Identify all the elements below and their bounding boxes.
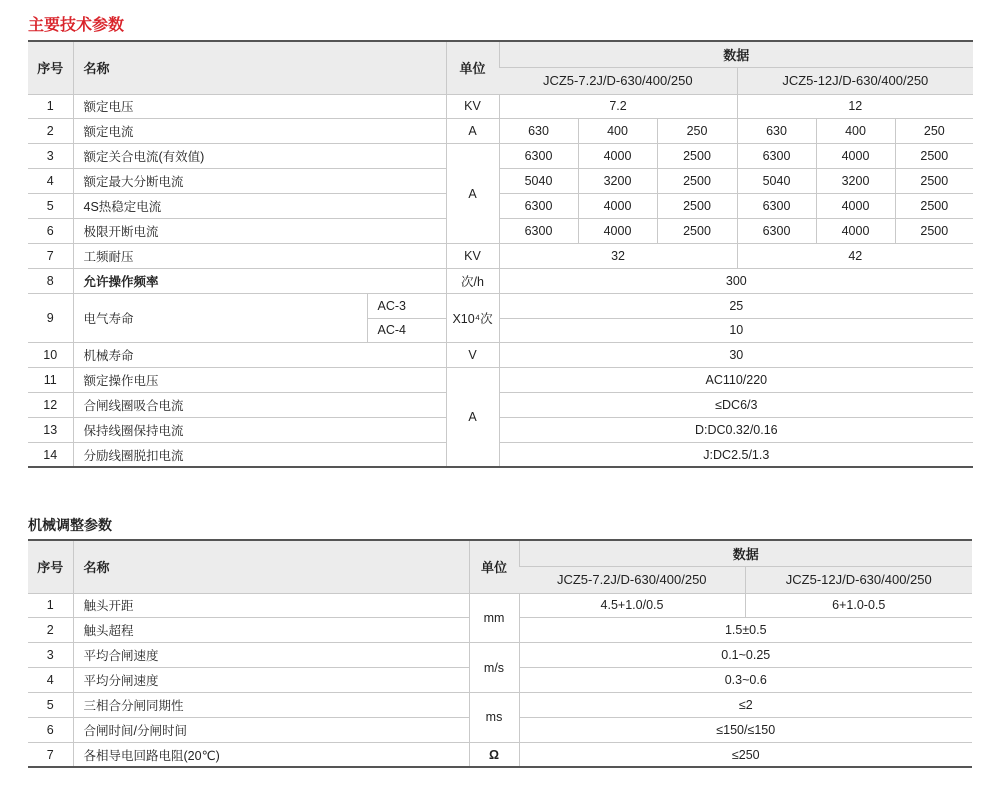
row-value: 2500 [895,194,973,219]
row-value-model-2: 6+1.0-0.5 [745,593,972,618]
row-subcategory: AC-4 [367,318,446,343]
row-value: 250 [657,119,737,144]
row-name: 保持线圈保持电流 [73,418,446,443]
row-name: 极限开断电流 [73,218,446,243]
header-unit: 单位 [469,540,519,593]
row-name: 工频耐压 [73,243,446,268]
row-name: 各相导电回路电阻(20℃) [73,742,469,767]
row-value: 30 [499,343,973,368]
row-value: ≤150/≤150 [519,717,972,742]
section-title-mechanical-parameters: 机械调整参数 [28,517,112,533]
row-name: 4S热稳定电流 [73,194,446,219]
row-value: 6300 [737,194,816,219]
row-name: 允许操作频率 [73,268,446,293]
row-value-model-1: 7.2 [499,94,737,119]
row-seq: 2 [28,119,73,144]
mechanical-parameters-table [28,539,972,768]
row-seq: 4 [28,668,73,693]
row-value-model-2: 42 [737,243,973,268]
header-model-2: JCZ5-12J/D-630/400/250 [745,567,972,594]
table-row [28,119,973,144]
row-name: 触头超程 [73,618,469,643]
table-header-row [28,540,972,567]
row-unit: X10⁴次 [446,293,499,343]
row-value: 6300 [737,218,816,243]
row-subcategory: AC-3 [367,293,446,318]
row-value: 6300 [499,144,578,169]
row-unit: m/s [469,643,519,693]
table-row [28,693,972,718]
row-seq: 6 [28,717,73,742]
row-value: 2500 [657,169,737,194]
row-value: 2500 [895,169,973,194]
row-value: 5040 [737,169,816,194]
row-value: 6300 [499,218,578,243]
row-value: 3200 [816,169,895,194]
row-name: 额定电流 [73,119,446,144]
row-seq: 11 [28,368,73,393]
row-value-model-2: 12 [737,94,973,119]
row-name: 额定操作电压 [73,368,446,393]
row-seq: 4 [28,169,73,194]
table-row [28,643,972,668]
row-name: 三相合分闸同期性 [73,693,469,718]
row-seq: 7 [28,243,73,268]
table-row [28,144,973,169]
main-parameters-table [28,40,973,468]
row-value: 2500 [657,218,737,243]
table-row [28,268,973,293]
header-data: 数据 [499,41,973,68]
table-row [28,293,973,318]
section-title-main-parameters: 主要技术参数 [28,17,125,34]
row-seq: 1 [28,593,73,618]
header-seq: 序号 [28,41,73,94]
header-name: 名称 [73,540,469,593]
row-value: 6300 [499,194,578,219]
row-unit: ms [469,693,519,743]
row-value: 400 [578,119,657,144]
row-value: J:DC2.5/1.3 [499,442,973,467]
table-row [28,393,973,418]
row-name: 分励线圈脱扣电流 [73,442,446,467]
row-value: 1.5±0.5 [519,618,972,643]
header-model-1: JCZ5-7.2J/D-630/400/250 [499,68,737,95]
row-value: 25 [499,293,973,318]
header-name: 名称 [73,41,446,94]
row-value: 0.3~0.6 [519,668,972,693]
row-value: 4000 [578,218,657,243]
row-seq: 9 [28,293,73,343]
table-row [28,418,973,443]
row-name: 合闸线圈吸合电流 [73,393,446,418]
row-seq: 1 [28,94,73,119]
row-unit: 次/h [446,268,499,293]
row-seq: 3 [28,643,73,668]
row-unit: KV [446,243,499,268]
row-seq: 10 [28,343,73,368]
row-name: 额定最大分断电流 [73,169,446,194]
row-value: 5040 [499,169,578,194]
row-unit: V [446,343,499,368]
row-value: 250 [895,119,973,144]
table-header-row [28,41,973,68]
row-seq: 6 [28,218,73,243]
row-seq: 3 [28,144,73,169]
row-unit: KV [446,94,499,119]
row-seq: 14 [28,442,73,467]
row-seq: 5 [28,693,73,718]
row-value: AC110/220 [499,368,973,393]
row-value: 3200 [578,169,657,194]
row-name: 合闸时间/分闸时间 [73,717,469,742]
row-value: 2500 [657,144,737,169]
row-seq: 13 [28,418,73,443]
row-seq: 7 [28,742,73,767]
row-value: 300 [499,268,973,293]
header-model-1: JCZ5-7.2J/D-630/400/250 [519,567,745,594]
row-value: ≤DC6/3 [499,393,973,418]
table-row [28,243,973,268]
row-value-model-1: 32 [499,243,737,268]
row-value: 4000 [816,144,895,169]
row-seq: 2 [28,618,73,643]
table-row [28,593,972,618]
row-name: 电气寿命 [73,293,367,343]
row-name: 机械寿命 [73,343,446,368]
table-row [28,169,973,194]
row-name: 触头开距 [73,593,469,618]
row-value: 6300 [737,144,816,169]
row-unit: A [446,368,499,468]
row-name: 额定电压 [73,94,446,119]
header-data: 数据 [519,540,972,567]
row-value: 4000 [578,194,657,219]
row-value: 630 [499,119,578,144]
row-name: 平均合闸速度 [73,643,469,668]
row-unit: mm [469,593,519,643]
table-row [28,194,973,219]
row-seq: 12 [28,393,73,418]
row-value: 4000 [578,144,657,169]
row-seq: 5 [28,194,73,219]
row-unit: Ω [469,742,519,767]
row-value: 400 [816,119,895,144]
table-row [28,442,973,467]
table-row [28,742,972,767]
row-name: 额定关合电流(有效值) [73,144,446,169]
table-row [28,94,973,119]
row-value: 4000 [816,218,895,243]
table-row [28,218,973,243]
row-value: 4000 [816,194,895,219]
row-value: 630 [737,119,816,144]
header-unit: 单位 [446,41,499,94]
row-value: 2500 [657,194,737,219]
row-name: 平均分闸速度 [73,668,469,693]
table-row [28,368,973,393]
row-value: 10 [499,318,973,343]
header-seq: 序号 [28,540,73,593]
row-unit: A [446,144,499,244]
row-value: 0.1~0.25 [519,643,972,668]
row-value: 2500 [895,218,973,243]
row-value: D:DC0.32/0.16 [499,418,973,443]
row-value: 2500 [895,144,973,169]
row-value-model-1: 4.5+1.0/0.5 [519,593,745,618]
header-model-2: JCZ5-12J/D-630/400/250 [737,68,973,95]
row-value: ≤250 [519,742,972,767]
row-unit: A [446,119,499,144]
table-row [28,343,973,368]
row-value: ≤2 [519,693,972,718]
row-seq: 8 [28,268,73,293]
